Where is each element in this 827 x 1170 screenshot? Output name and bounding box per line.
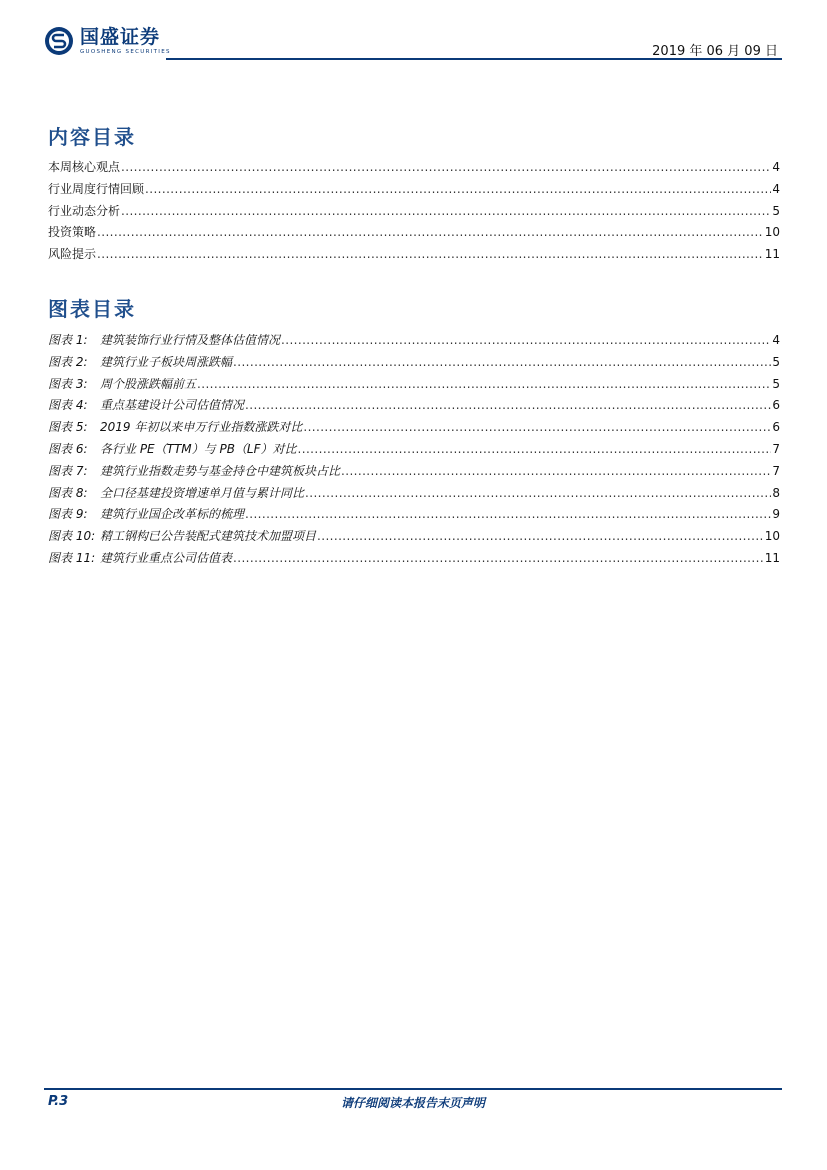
figure-number: 图表 11: [48, 550, 96, 565]
figure-caption: 建筑装饰行业行情及整体估值情况 [100, 333, 281, 347]
figure-caption: 全口径基建投资增速单月值与累计同比 [100, 485, 305, 500]
logo-chinese-name: 国盛证券 [80, 26, 161, 48]
entry-label [48, 395, 244, 417]
figure-caption: 重点基建设计公司估值情况 [100, 398, 245, 413]
figure-caption: 周个股涨跌幅前五 [100, 376, 197, 391]
figure-entry[interactable] [48, 374, 780, 396]
dot-leader [303, 417, 771, 439]
figure-caption: 2019 年初以来申万行业指数涨跌对比 [100, 420, 303, 435]
dot-leader [197, 374, 771, 396]
dot-leader [121, 157, 771, 179]
entry-label [48, 330, 280, 352]
figure-entry[interactable] [48, 439, 780, 461]
entry-page-number: 11 [764, 550, 780, 565]
figure-caption: 建筑行业子板块周涨跌幅 [100, 354, 233, 369]
entry-page-number: 6 [772, 420, 780, 435]
page-header [44, 22, 782, 62]
entry-label [48, 548, 232, 570]
figure-number: 图表 7: [48, 463, 88, 478]
figure-number: 图表 4: [48, 398, 88, 413]
entry-page-number: 4 [772, 160, 780, 174]
entry-label [48, 526, 316, 548]
contents-title: 内容目录 [48, 125, 136, 149]
dot-leader [317, 526, 764, 548]
entry-page-number: 5 [772, 354, 780, 369]
entry-label [48, 439, 297, 461]
dot-leader [97, 244, 764, 266]
entry-page-number: 10 [764, 529, 780, 544]
figure-entry[interactable] [48, 417, 780, 439]
contents-entry[interactable] [48, 157, 780, 179]
dot-leader [281, 330, 771, 352]
dot-leader [145, 179, 771, 201]
figure-number: 图表 3: [48, 376, 88, 391]
entry-page-number: 7 [772, 463, 780, 478]
dot-leader [245, 395, 771, 417]
figure-entry[interactable] [48, 395, 780, 417]
entry-page-number: 7 [772, 441, 780, 456]
figure-caption: 建筑行业国企改革标的梳理 [100, 507, 245, 522]
figure-entry[interactable] [48, 483, 780, 505]
report-date: 2019 年 06 月 09 日 [652, 44, 778, 59]
figure-entry[interactable] [48, 548, 780, 570]
entry-label [48, 483, 304, 505]
entry-label [48, 417, 302, 439]
figure-caption: 精工钢构已公告装配式建筑技术加盟项目 [100, 529, 317, 544]
figures-list [48, 330, 780, 570]
entry-label: 行业动态分析 [48, 203, 121, 218]
entry-page-number: 5 [772, 376, 780, 391]
entry-page-number: 8 [772, 485, 780, 500]
figure-entry[interactable] [48, 352, 780, 374]
entry-label [48, 374, 196, 396]
entry-label: 风险提示 [48, 247, 97, 262]
figure-number: 图表 2: [48, 354, 88, 369]
company-logo [44, 26, 171, 56]
disclaimer-note: 请仔细阅读本报告末页声明 [340, 1096, 485, 1110]
dot-leader [298, 439, 772, 461]
figure-number: 图表 10: [48, 529, 96, 544]
page-footer [44, 1088, 782, 1110]
figure-entry[interactable] [48, 504, 780, 526]
logo-icon [44, 26, 74, 56]
page-number: P.3 [48, 1094, 69, 1109]
figure-number: 图表 6: [48, 441, 88, 456]
entry-label [48, 461, 340, 483]
entry-page-number: 9 [772, 507, 780, 522]
entry-label: 行业周度行情回顾 [48, 181, 145, 196]
contents-entry[interactable] [48, 201, 780, 223]
logo-english-name: GUOSHENG SECURITIES [80, 49, 171, 55]
entry-page-number: 4 [772, 181, 780, 196]
header-divider [166, 58, 782, 60]
dot-leader [97, 222, 764, 244]
dot-leader [341, 461, 771, 483]
figure-entry[interactable] [48, 526, 780, 548]
entry-page-number: 11 [764, 247, 780, 262]
dot-leader [245, 504, 771, 526]
contents-entry[interactable] [48, 179, 780, 201]
footer-divider [44, 1088, 782, 1090]
dot-leader [233, 548, 764, 570]
figure-caption: 各行业 PE（TTM）与 PB（LF）对比 [100, 441, 297, 456]
figure-number: 图表 1: [48, 333, 88, 347]
entry-page-number: 6 [772, 398, 780, 413]
dot-leader [305, 483, 771, 505]
dot-leader [233, 352, 771, 374]
entry-label [48, 504, 244, 526]
figure-number: 图表 9: [48, 507, 88, 522]
contents-entry[interactable] [48, 222, 780, 244]
entry-label: 投资策略 [48, 225, 97, 240]
contents-list [48, 157, 780, 266]
contents-entry[interactable] [48, 244, 780, 266]
dot-leader [121, 201, 771, 223]
figure-entry[interactable] [48, 330, 780, 352]
entry-page-number: 10 [764, 225, 780, 240]
entry-label: 本周核心观点 [48, 160, 121, 174]
figure-entry[interactable] [48, 461, 780, 483]
figures-title: 图表目录 [48, 297, 136, 321]
entry-page-number: 4 [772, 333, 780, 347]
figure-number: 图表 8: [48, 485, 88, 500]
figure-caption: 建筑行业指数走势与基金持仓中建筑板块占比 [100, 463, 341, 478]
figure-caption: 建筑行业重点公司估值表 [100, 550, 233, 565]
figure-number: 图表 5: [48, 420, 88, 435]
entry-label [48, 352, 232, 374]
entry-page-number: 5 [772, 203, 780, 218]
